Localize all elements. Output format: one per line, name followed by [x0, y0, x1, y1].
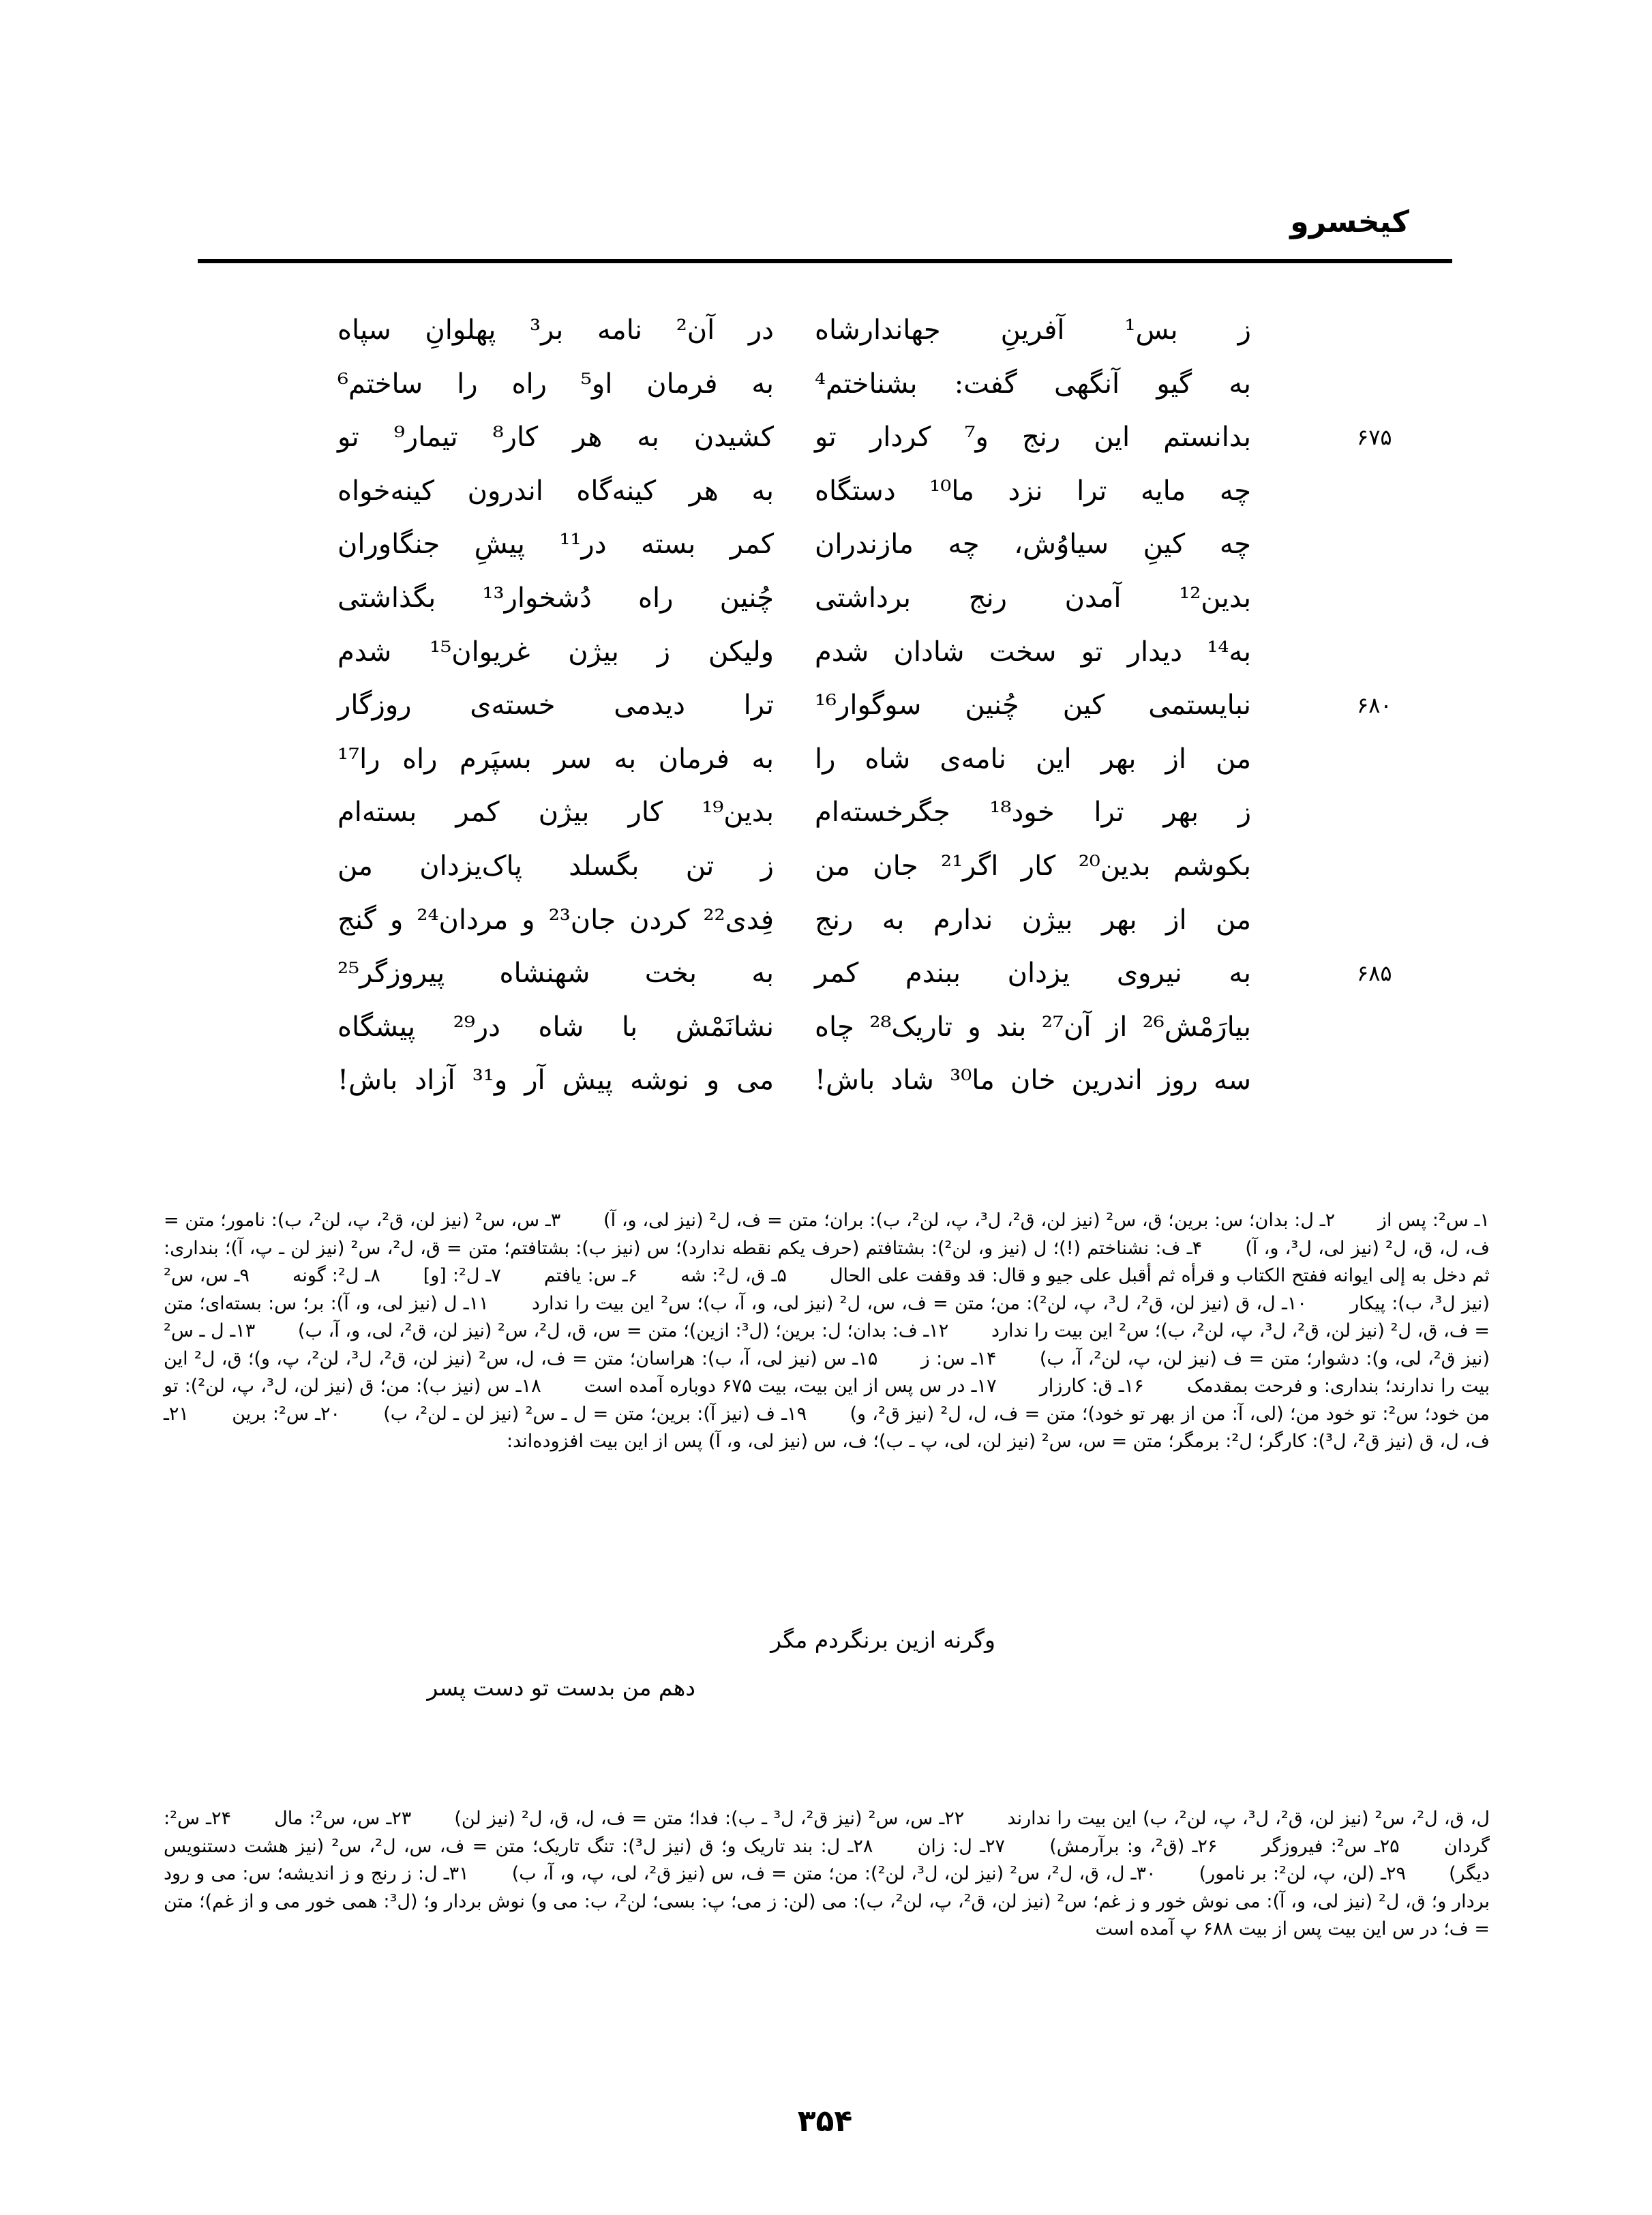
footnote: ۲۴ـ س²: گردان — [164, 1808, 1490, 1857]
footnote: ۸ـ ل²: گونه — [292, 1265, 380, 1286]
verse-hemistich-first: نبایستمی کین چُنین سوگوار¹⁶ — [815, 689, 1251, 722]
footnote: ۳۰ـ ل، ق، ل²، س² (نیز لن، ل³، لن²): من؛ متن = ف، س (نیز ق²، لی، پ، و، آ، ب) — [511, 1863, 1156, 1884]
footnote: ۳۱ـ ل: ز رنج و ز اندیشه؛ س: می و رود بردار و؛ ق، ل² (نیز لی، و، آ): می نوش خور و ز غم؛ س² (نیز لن، ق²، پ، لن²، ب): می (لن: ز می؛ پ: بسی؛ لن²، ب: می و) نوش بردار و؛ (ل³: همی خور می و از غم)؛ متن = ف؛ در س این بیت پس از بیت ۶۸۸ پ آمده است — [164, 1863, 1490, 1939]
verse-hemistich-first: من از بهر بیژن ندارم به رنج — [815, 904, 1251, 936]
footnote: ۱۶ـ ق: کارزار — [1039, 1376, 1144, 1397]
verse-row — [300, 679, 1459, 732]
footnote: ۲۳ـ س، س²: مال — [274, 1808, 412, 1829]
verse-row — [300, 571, 1459, 625]
footnote: ۷ـ ل²: [و] — [423, 1265, 501, 1286]
footnote: ۱۹ـ ف (نیز آ): برین؛ متن = ل ـ س² (نیز لن ـ لن²، ب) — [383, 1403, 807, 1425]
verse-row — [300, 786, 1459, 839]
verse-hemistich-first: به نیروی یزدان ببندم کمر — [815, 957, 1251, 990]
footnote: ۹ـ س، س² (نیز ل³، ب): پیکار — [164, 1265, 1490, 1314]
footnote: ۴ـ ف: نشناختم (!)؛ ل (نیز و، لن²): بشتافتم (حرف یکم نقطه ندارد)؛ س (نیز ب): بشتافتم؛ متن = ق، ل²، س² (نیز لن ـ پ، آ)؛ بنداری: ثم دخل به إلی ایوانه ففتح الکتاب و قرأه ثم أقبل علی جیو و قال: قد وقفت علی الحال — [164, 1237, 1490, 1286]
footnote: ۲۹ـ (لن، پ، لن²: بر نامور) — [1199, 1863, 1407, 1884]
footnote: ۱۱ـ ل (نیز لی، و، آ): بر؛ س: بسته‌ای؛ متن = ف، ق، ل² (نیز لن، ق²، ل³، پ، لن²، ب)؛ س² این بیت را ندارد — [164, 1292, 1490, 1341]
verse-row — [300, 518, 1459, 571]
verse-hemistich-first: به¹⁴ دیدار تو سخت شادان شدم — [815, 636, 1251, 668]
verse-row — [300, 1000, 1459, 1054]
running-head: کیخسرو — [1290, 205, 1409, 239]
verse-hemistich-second: کشیدن به هر کار⁸ تیمار⁹ تو — [337, 421, 774, 454]
verse-hemistich-first: بیارَمْش²⁶ از آن²⁷ بند و تاریک²⁸ چاه — [815, 1011, 1251, 1043]
verse-hemistich-second: نشانَمْش با شاه در²⁹ پیشگاه — [337, 1011, 774, 1043]
verse-hemistich-second: به فرمان او⁵ راه را ساختم⁶ — [337, 368, 774, 400]
footnote: ۲ـ ل: بدان؛ س: برین؛ ق، س² (نیز لن، ق²، ل³، پ، لن²، ب): بران؛ متن = ف، ل² (نیز لی، و، آ) — [603, 1210, 1336, 1231]
footnotes-apparatus — [164, 1207, 1490, 1456]
footnote: ۲۸ـ ل: بند تاریک و؛ ق (نیز ل³): تنگ تاریک؛ متن = ف، س، ل²، س² (نیز هشت دستنویس دیگر) — [164, 1835, 1490, 1884]
verse-row — [300, 947, 1459, 1000]
verse-hemistich-first: بکوشم بدین²⁰ کار اگر²¹ جان من — [815, 850, 1251, 882]
verse-hemistich-second: ترا دیدمی خسته‌ی روزگار — [337, 689, 774, 722]
verse-hemistich-second: به بخت شهنشاه پیروزگر²⁵ — [337, 957, 774, 990]
footnote: ۲۷ـ ل: زان — [917, 1835, 1006, 1857]
footnote: ۲۰ـ س²: برین — [232, 1403, 340, 1425]
verse-row — [300, 625, 1459, 679]
verse-hemistich-first: چه مایه ترا نزد ما¹⁰ دستگاه — [815, 475, 1251, 507]
footnote: ۱۳ـ ل ـ س² (نیز ق²، لی، و): دشوار؛ متن = ف (نیز لن، پ، لن²، آ، ب) — [164, 1320, 1490, 1369]
verse-row — [300, 1054, 1459, 1108]
footnote: ۱۸ـ س (نیز ب): من؛ ق (نیز لن، ل³، پ، لن²): تو من خود؛ س²: تو خود من؛ (لی، آ: من از بهر تو خود)؛ متن = ف، ل، ل² (نیز ق²، و) — [164, 1376, 1490, 1425]
footnotes-paragraph — [164, 1207, 1490, 1456]
footnote: ۱ـ س²: پس از — [1377, 1210, 1490, 1231]
verse-row — [300, 357, 1459, 411]
verse-hemistich-second: به فرمان به سر بسپَرم راه را¹⁷ — [337, 743, 774, 775]
page-number: ۳۵۴ — [797, 2104, 853, 2139]
footnote: ۱۰ـ ل، ق (نیز لن، ق²، ل³، پ، لن²): من؛ متن = ف، س، ل² (نیز لی، و، آ، ب)؛ س² این بیت را ندارد — [531, 1292, 1307, 1314]
added-verse-second-hemistich: دهم من بدست تو دست پسر — [427, 1674, 695, 1701]
verse-hemistich-first: بدانستم این رنج و⁷ کردار تو — [815, 421, 1251, 454]
footnote: ۶ـ س: یافتم — [543, 1265, 638, 1286]
footnote: ۲۵ـ س²: فیروزگر — [1261, 1835, 1400, 1857]
verse-row — [300, 732, 1459, 786]
verse-hemistich-first: ز بهر ترا خود¹⁸ جگرخسته‌ام — [815, 797, 1252, 829]
verse-row — [300, 839, 1459, 893]
verse-row — [300, 411, 1459, 464]
footnote: ۱۵ـ س (نیز لی، آ، ب): هراسان؛ متن = ف، ل، س² (نیز لن، ق²، ل³، لن²، پ، و)؛ ق، ل² این بیت را ندارند؛ بنداری: و فرحت بمقدمک — [164, 1348, 1490, 1397]
verse-hemistich-first: سه روز اندرین خان ما³⁰ شاد باش! — [815, 1065, 1252, 1097]
verse-row — [300, 464, 1459, 518]
header-rule — [198, 259, 1452, 263]
verse-number: ۶۸۵ — [1357, 960, 1392, 987]
verse-hemistich-first: ز بس¹ آفرینِ جهاندارشاه — [815, 314, 1251, 346]
footnote: ۱۷ـ در س پس از این بیت، بیت ۶۷۵ دوباره آمده است — [584, 1376, 997, 1397]
footnote: ۱۴ـ س: ز — [920, 1348, 997, 1369]
verse-number: ۶۷۵ — [1357, 424, 1392, 451]
verse-hemistich-first: من از بهر این نامه‌ی شاه را — [815, 743, 1251, 775]
verse-hemistich-second: بدین¹⁹ کار بیژن کمر بسته‌ام — [337, 797, 774, 829]
verse-hemistich-second: فِدی²² کردن جان²³ و مردان²⁴ و گنج — [337, 904, 774, 936]
footnotes-paragraph — [164, 1805, 1490, 1944]
footnote: ۵ـ ق، ل²: شه — [680, 1265, 787, 1286]
verse-number: ۶۸۰ — [1357, 692, 1392, 719]
verse-row — [300, 893, 1459, 947]
verse-hemistich-second: می و نوشه پیش آر و³¹ آزاد باش! — [337, 1065, 775, 1097]
verse-hemistich-second: ولیکن ز بیژن غریوان¹⁵ شدم — [337, 636, 774, 668]
verse-row — [300, 303, 1459, 357]
verse-block — [300, 303, 1459, 1108]
footnote: ۲۶ـ (ق²، و: برآرمش) — [1049, 1835, 1218, 1857]
verse-hemistich-first: چه کینِ سیاوُش، چه مازندران — [815, 529, 1251, 561]
verse-hemistich-second: چُنین راه دُشخوار¹³ بگذاشتی — [337, 582, 774, 614]
verse-hemistich-second: ز تن بگسلد پاک‌یزدان من — [337, 850, 774, 882]
footnote: ۲۲ـ س، س² (نیز ق²، ل³ ـ ب): فدا؛ متن = ف، ل، ق، ل² (نیز لن) — [454, 1808, 965, 1829]
footnote: ۲۱ـ ف، ل، ق (نیز ق²، ل³): کارگر؛ ل²: برمگر؛ متن = س، س² (نیز لن، لی، پ ـ ب)؛ ف، س (نیز لی، و، آ) پس از این بیت افزوده‌اند: — [164, 1403, 1490, 1452]
footnote: ل، ق، ل²، س² (نیز لن، ق²، ل³، پ، لن²، ب) این بیت را ندارند — [1007, 1808, 1490, 1829]
footnote: ۱۲ـ ف: بدان؛ ل: برین؛ (ل³: ازین)؛ متن = س، ق، ل²، س² (نیز لن، ق²، لی، و، آ، ب) — [297, 1320, 949, 1341]
added-verse-first-hemistich: وگرنه ازین برنگردم مگر — [770, 1626, 995, 1653]
verse-hemistich-first: به گیو آنگهی گفت: بشناختم⁴ — [815, 368, 1251, 400]
verse-hemistich-second: در آن² نامه بر³ پهلوانِ سپاه — [337, 314, 774, 346]
verse-hemistich-second: کمر بسته در¹¹ پیشِ جنگاوران — [337, 529, 774, 561]
verse-hemistich-second: به هر کینه‌گاه اندرون کینه‌خواه — [337, 475, 774, 507]
footnotes-apparatus-continued — [164, 1787, 1490, 1962]
verse-hemistich-first: بدین¹² آمدن رنج برداشتی — [815, 582, 1251, 614]
footnote: ۳ـ س، س² (نیز لن، ق²، پ، لن²، ب): نامور؛ متن = ف، ل، ق، ل² (نیز لی، ل³، و، آ) — [164, 1210, 1490, 1259]
